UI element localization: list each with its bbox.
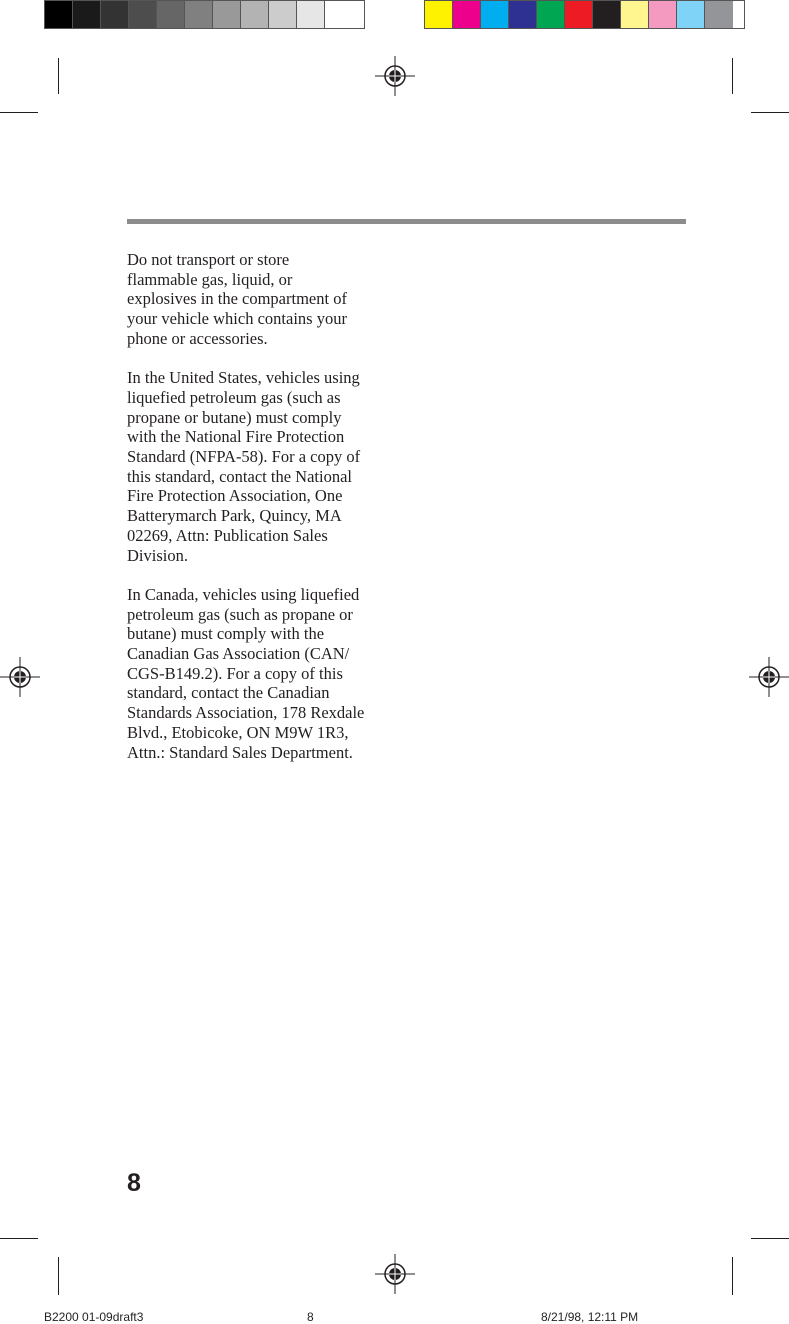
process-color-swatch: [537, 1, 565, 28]
process-color-swatch: [481, 1, 509, 28]
crop-mark-top-left-v: [58, 58, 59, 94]
process-color-swatch: [425, 1, 453, 28]
page-number: 8: [127, 1169, 141, 1197]
grayscale-swatch: [241, 1, 269, 28]
body-text: [127, 250, 397, 782]
process-color-swatch: [677, 1, 705, 28]
grayscale-swatch: [297, 1, 325, 28]
grayscale-swatch: [213, 1, 241, 28]
crop-mark-top-right-h: [751, 112, 789, 113]
process-color-swatch: [705, 1, 733, 28]
process-color-swatch: [509, 1, 537, 28]
grayscale-swatch: [325, 1, 353, 28]
grayscale-swatch: [269, 1, 297, 28]
process-color-swatch: [565, 1, 593, 28]
paragraph-canada-lpg-standard: In Canada, vehicles using liquefied petroleum gas (such as propane or butane) must comply with the Canadian Gas Association (CAN/ CGS-B149.2). For a copy of this standard, contact the Canadian Standards Association, 178 Rexdale Blvd., Etobicoke, ON M9W 1R3, Attn.: Standard Sales Department.: [127, 584, 365, 762]
crop-mark-bottom-left-v: [58, 1257, 59, 1295]
slug-timestamp: 8/21/98, 12:11 PM: [541, 1310, 639, 1324]
slug-page-number: 8: [307, 1310, 314, 1324]
grayscale-swatch: [45, 1, 73, 28]
crop-mark-top-right-v: [732, 58, 733, 94]
process-color-swatch: [593, 1, 621, 28]
process-color-bar: [424, 0, 745, 29]
grayscale-swatch: [129, 1, 157, 28]
process-color-swatch: [621, 1, 649, 28]
paragraph-us-lpg-standard: In the United States, vehicles using liquefied petroleum gas (such as propane or butane) must comply with the National Fire Protection Standard (NFPA-58). For a copy of this standard, contact the National Fire Protection Association, One Batterymarch Park, Quincy, MA 02269, Attn: Publication Sales Division.: [127, 368, 361, 565]
crop-mark-bottom-right-h: [751, 1238, 789, 1239]
registration-mark-left-icon: [0, 657, 40, 697]
crop-mark-bottom-left-h: [0, 1238, 38, 1239]
registration-mark-right-icon: [749, 657, 789, 697]
registration-mark-bottom-icon: [375, 1254, 415, 1294]
crop-mark-top-left-h: [0, 112, 38, 113]
grayscale-swatch: [185, 1, 213, 28]
crop-mark-bottom-right-v: [732, 1257, 733, 1295]
grayscale-swatch: [101, 1, 129, 28]
header-rule: [127, 219, 686, 224]
process-color-swatch: [453, 1, 481, 28]
paragraph-storage-warning: Do not transport or store flammable gas, liquid, or explosives in the compartment of your vehicle which contains your phone or accessories.: [127, 250, 347, 348]
grayscale-swatch: [73, 1, 101, 28]
process-color-swatch: [649, 1, 677, 28]
grayscale-swatch: [157, 1, 185, 28]
registration-mark-top-icon: [375, 56, 415, 96]
slug-file-name: B2200 01-09draft3: [44, 1310, 144, 1324]
grayscale-color-bar: [44, 0, 365, 29]
